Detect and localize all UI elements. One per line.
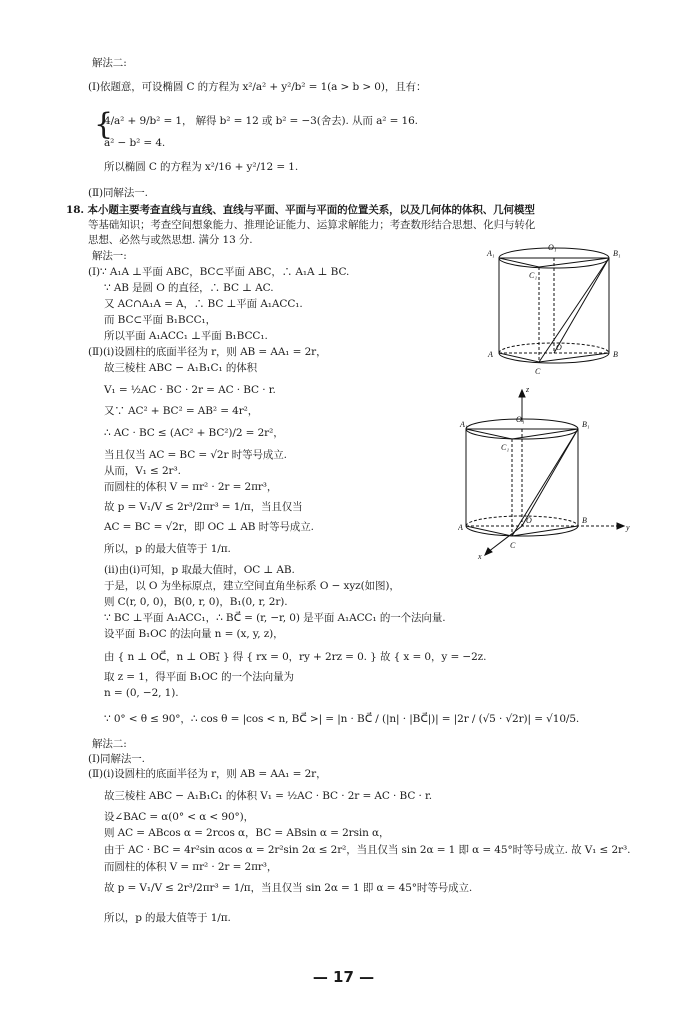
label-b1: B₁: [613, 249, 621, 258]
label-o: O: [556, 343, 562, 352]
text-line: AC = BC = √2r，即 OC ⊥ AB 时等号成立.: [104, 521, 314, 533]
label-b1: B₁: [582, 420, 590, 429]
text-line: 所以平面 A₁ACC₁ ⊥平面 B₁BCC₁.: [104, 330, 268, 342]
cylinder-figure-axes: [458, 382, 634, 560]
text-line: 而 BC⊂平面 B₁BCC₁，: [104, 314, 217, 326]
label-a: A: [488, 350, 493, 359]
equation-line: 由 { n ⊥ OC⃗，n ⊥ OB₁⃗ } 得 { rx = 0，ry + 2rz = 0. } 故 { x = 0，y = −2z.: [104, 651, 487, 663]
segment-b1-c: [539, 258, 609, 362]
edge-c1-b1: [539, 258, 609, 267]
x-axis-arrow: [485, 548, 492, 555]
page-number: — 17 —: [312, 968, 375, 986]
label-c: C: [510, 541, 516, 550]
equation-line: 由于 AC · BC = 4r²sin αcos α = 2r²sin 2α ≤ 2r²，当且仅当 sin 2α = 1 即 α = 45°时等号成立. 故 V₁ ≤ 2r³.: [104, 844, 631, 856]
equation-line: 故 p = V₁/V ≤ 2r³/2πr³ = 1/π，当且仅当 sin 2α = 1 即 α = 45°时等号成立.: [104, 882, 473, 894]
label-c1: C₁: [501, 443, 510, 452]
text-line: 则 AC = ABcos α = 2rcos α，BC = ABsin α = 2rsin α，: [104, 827, 390, 839]
text-line: (Ⅱ)(ⅰ)设圆柱的底面半径为 r，则 AB = AA₁ = 2r，: [88, 346, 327, 358]
text-line: 而圆柱的体积 V = πr² · 2r = 2πr³，: [104, 861, 278, 873]
text-line: 取 z = 1，得平面 B₁OC 的一个法向量为: [104, 671, 294, 683]
text-line: 故三棱柱 ABC − A₁B₁C₁ 的体积: [104, 362, 258, 374]
equation-line: ∴ AC · BC ≤ (AC² + BC²)/2 = 2r²，: [104, 427, 284, 439]
label-a1: A₁: [487, 249, 495, 258]
label-c1: C₁: [529, 271, 538, 280]
equation-line: V₁ = ½AC · BC · 2r = AC · BC · r.: [104, 384, 276, 396]
text-line: 思想、必然与或然思想. 满分 13 分.: [88, 234, 253, 246]
text-line: 又 AC∩A₁A = A，∴ BC ⊥平面 A₁ACC₁.: [104, 298, 303, 310]
text-line: 所以椭圆 C 的方程为 x²/16 + y²/12 = 1.: [104, 161, 299, 173]
label-c: C: [535, 367, 541, 376]
text-line: 所以，p 的最大值等于 1/π.: [104, 912, 231, 924]
bottom-ellipse-front: [499, 353, 609, 363]
solution-one-heading: 解法一:: [92, 250, 127, 262]
text-line: 于是，以 O 为坐标原点，建立空间直角坐标系 O − xyz(如图)，: [104, 580, 400, 592]
text-line: 设∠BAC = α(0° < α < 90°)，: [104, 811, 255, 823]
label-b: B: [582, 516, 587, 525]
equation-line: 故 p = V₁/V ≤ 2r³/2πr³ = 1/π，当且仅当: [104, 501, 303, 513]
system-brace: {: [94, 107, 114, 142]
solution-two-heading: 解法二:: [92, 738, 127, 750]
edge-c-b: [539, 353, 609, 362]
text-line: 当且仅当 AC = BC = √2r 时等号成立.: [104, 449, 287, 461]
label-b: B: [613, 350, 618, 359]
text-line: 则 C(r, 0, 0)，B(0, r, 0)，B₁(0, r, 2r).: [104, 596, 288, 608]
label-z: z: [526, 385, 530, 394]
solution-two-heading: 解法二:: [92, 57, 127, 69]
text-line: ∵ AB 是圆 O 的直径，∴ BC ⊥ AC.: [104, 282, 274, 294]
text-line: (Ⅱ)同解法一.: [88, 187, 148, 199]
equation-line: a² − b² = 4.: [104, 137, 166, 149]
z-axis-arrow: [519, 390, 525, 397]
text-line: (Ⅱ)(ⅰ)设圆柱的底面半径为 r，则 AB = AA₁ = 2r，: [88, 768, 327, 780]
equation-line: ∵ 0° < θ ≤ 90°，∴ cos θ = |cos < n, BC⃗ >| = |n · BC⃗ / (|n| · |BC⃗|)| = |2r / (√5 · √2r)| = √10/5.: [104, 713, 580, 725]
text-line: (ⅱ)由(ⅰ)可知，p 取最大值时，OC ⊥ AB.: [104, 564, 295, 576]
label-o: O: [526, 516, 532, 525]
equation-line: 又∵ AC² + BC² = AB² = 4r²，: [104, 405, 259, 417]
problem-18-intro: 18. 本小题主要考查直线与直线、直线与平面、平面与平面的位置关系，以及几何体的体积、几何模型: [66, 204, 535, 216]
label-o1: O₁: [548, 243, 557, 252]
text-line: 所以，p 的最大值等于 1/π.: [104, 543, 231, 555]
equation-line: 4/a² + 9/b² = 1， 解得 b² = 12 或 b² = −3(舍去). 从而 a² = 16.: [104, 115, 418, 127]
text-line: 等基础知识；考查空间想象能力、推理论证能力、运算求解能力；考查数形结合思想、化归与转化: [88, 219, 536, 231]
label-a1: A₁: [460, 420, 468, 429]
equation-line: 故三棱柱 ABC − A₁B₁C₁ 的体积 V₁ = ½AC · BC · 2r = AC · BC · r.: [104, 790, 432, 802]
cylinder-figure-top: [482, 236, 632, 386]
text-line: n = (0, −2, 1).: [104, 687, 179, 699]
text-line: ∵ BC ⊥平面 A₁ACC₁，∴ BC⃗ = (r, −r, 0) 是平面 A₁ACC₁ 的一个法向量.: [104, 612, 446, 624]
text-line: (Ⅰ)同解法一.: [88, 753, 145, 765]
text-line: 而圆柱的体积 V = πr² · 2r = 2πr³，: [104, 481, 278, 493]
text-line: 设平面 B₁OC 的法向量 n = (x, y, z)，: [104, 628, 284, 640]
edge-c-b: [512, 526, 578, 536]
y-axis-arrow: [617, 523, 624, 529]
x-axis: [488, 526, 522, 552]
text-line: (Ⅰ)依题意，可设椭圆 C 的方程为 x²/a² + y²/b² = 1(a > b > 0)，且有：: [88, 81, 427, 93]
label-o1: O₁: [516, 415, 525, 424]
text-line: 从而，V₁ ≤ 2r³.: [104, 465, 181, 477]
text-line: (Ⅰ)∵ A₁A ⊥平面 ABC，BC⊂平面 ABC，∴ A₁A ⊥ BC.: [88, 266, 350, 278]
label-y: y: [626, 523, 630, 532]
label-x: x: [478, 552, 482, 560]
segment-b1-o: [554, 258, 609, 353]
label-a: A: [458, 523, 463, 532]
